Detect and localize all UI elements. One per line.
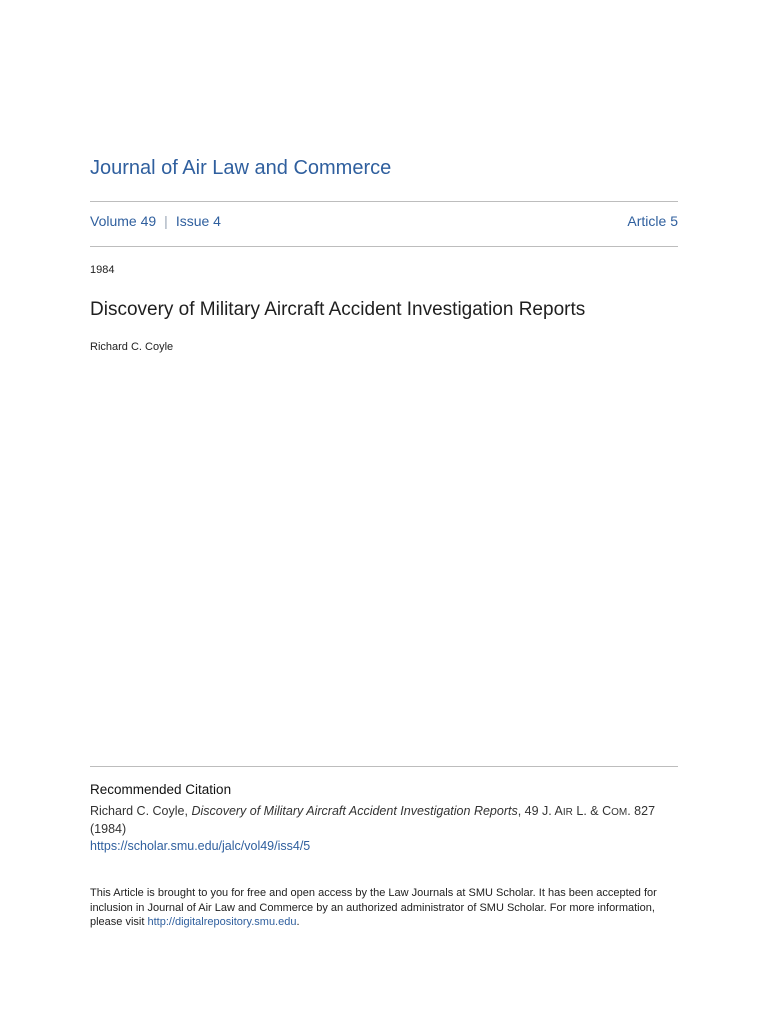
- open-access-note: [90, 886, 678, 930]
- access-note-text: This Article is brought to you for free and open access by the Law Journals at SMU Scholar. It has been accepted for inclusion in Journal of Air Law and Commerce by an authorized administrator of SMU Scholar. For more information, please visit: [90, 887, 657, 928]
- citation-title: Discovery of Military Aircraft Accident Investigation Reports: [191, 804, 518, 818]
- journal-title-link[interactable]: Journal of Air Law and Commerce: [90, 157, 392, 179]
- citation-law: L. & C: [572, 804, 612, 818]
- citation-url-link[interactable]: https://scholar.smu.edu/jalc/vol49/iss4/5: [90, 839, 311, 853]
- citation-divider: [90, 766, 678, 767]
- issue-bar: [90, 213, 678, 229]
- access-note-period: .: [296, 916, 300, 928]
- article-link[interactable]: Article 5: [627, 213, 678, 229]
- citation-volume: 49 J. A: [521, 804, 563, 818]
- author-name: Richard C. Coyle: [90, 341, 174, 353]
- citation-pages-year: . 827 (1984): [90, 804, 656, 836]
- citation-comma: ,: [517, 804, 522, 818]
- citation-author: Richard C. Coyle,: [90, 804, 192, 818]
- issue-bar-divider: [90, 246, 678, 247]
- article-title: Discovery of Military Aircraft Accident Investigation Reports: [90, 299, 586, 320]
- issue-separator: |: [164, 213, 168, 229]
- citation-text: [90, 803, 678, 855]
- volume-link[interactable]: Volume 49: [90, 213, 157, 229]
- volume-issue-group: [90, 213, 221, 229]
- citation-com-smallcaps: OM: [611, 807, 628, 818]
- top-divider: [90, 201, 678, 202]
- issue-link[interactable]: Issue 4: [175, 213, 221, 229]
- citation-air-smallcaps: IR: [562, 807, 573, 818]
- publication-year: 1984: [90, 264, 115, 276]
- repository-link[interactable]: http://digitalrepository.smu.edu: [147, 916, 297, 928]
- recommended-citation-heading: Recommended Citation: [90, 782, 232, 797]
